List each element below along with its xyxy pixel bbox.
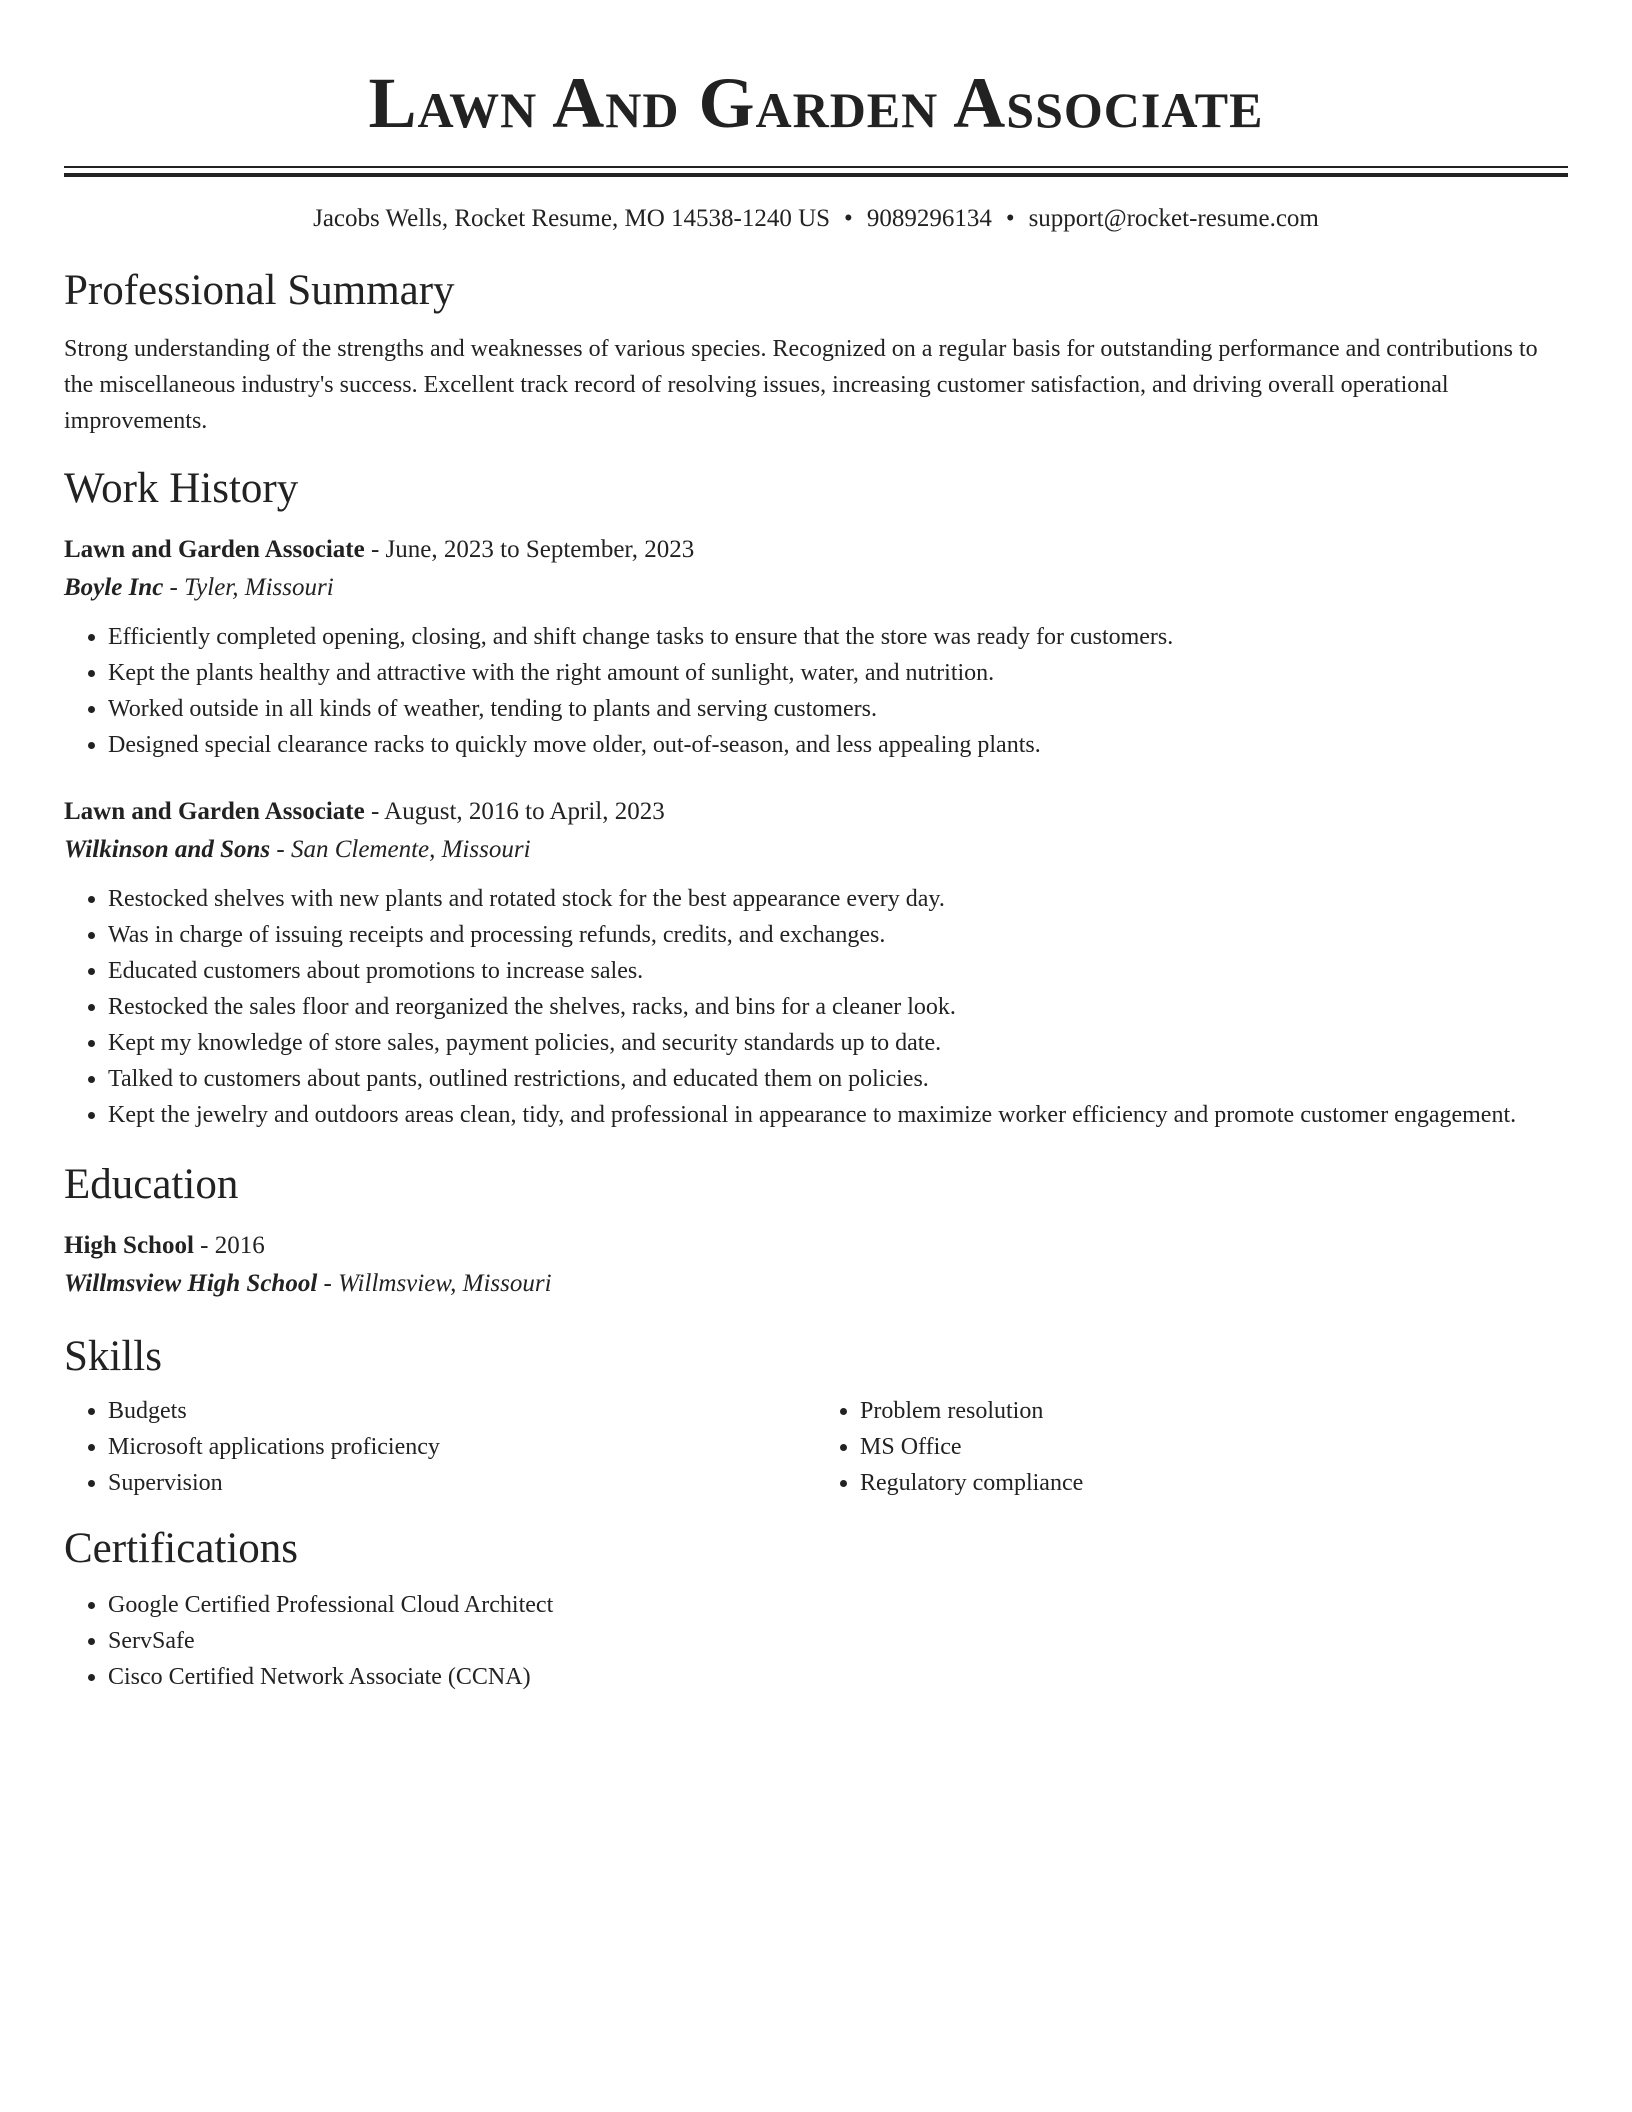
- skills-list-right: [816, 1393, 1568, 1501]
- job-company: Wilkinson and Sons: [64, 836, 271, 863]
- contact-separator: •: [844, 205, 853, 232]
- job-duty: • Restocked the sales floor and reorganized the shelves, racks, and bins for a cleaner look.: [108, 989, 1568, 1025]
- certification-item: • Google Certified Professional Cloud Architect: [108, 1587, 1568, 1623]
- job-duty: • Was in charge of issuing receipts and processing refunds, credits, and exchanges.: [108, 917, 1568, 953]
- contact-line: [64, 203, 1568, 235]
- job-role: Lawn and Garden Associate: [64, 798, 365, 825]
- contact-phone: 9089296134: [866, 205, 992, 232]
- skill-item: • MS Office: [860, 1429, 1568, 1465]
- job-dates: - August, 2016 to April, 2023: [364, 798, 665, 825]
- certification-item: • Cisco Certified Network Associate (CCNA): [108, 1659, 1568, 1695]
- job-dates: - June, 2023 to September, 2023: [364, 536, 695, 563]
- education-year: - 2016: [193, 1232, 265, 1259]
- job-company: Boyle Inc: [64, 574, 164, 601]
- education-location: - Willmsview, Missouri: [317, 1270, 552, 1297]
- summary-text: Strong understanding of the strengths and weaknesses of various species. Recognized on a regular basis for outstanding performance and contributions to the miscellaneous industry's success. Excellent track record of resolving issues, increasing customer satisfaction, and driving overall operational improvements.: [64, 336, 1538, 434]
- resume-name-heading: Lawn And Garden Associate: [368, 63, 1264, 143]
- education-school: Willmsview High School: [64, 1270, 318, 1297]
- skill-item: • Supervision: [108, 1465, 816, 1501]
- job-heading: [64, 531, 1568, 569]
- contact-email: support@rocket-resume.com: [1028, 205, 1319, 232]
- job-duties-list: [64, 619, 1568, 763]
- job-duty: • Designed special clearance racks to quickly move older, out-of-season, and less appealing plants.: [108, 727, 1568, 763]
- education-degree: High School: [64, 1232, 194, 1259]
- certifications-section-title: Certifications: [64, 1525, 299, 1572]
- skill-item: • Problem resolution: [860, 1393, 1568, 1429]
- job-employer: [64, 831, 1568, 869]
- job-duty: • Worked outside in all kinds of weather, tending to plants and serving customers.: [108, 691, 1568, 727]
- header-divider: [64, 166, 1568, 177]
- job-duty: • Talked to customers about pants, outlined restrictions, and educated them on policies.: [108, 1061, 1568, 1097]
- education-section-title: Education: [64, 1161, 239, 1208]
- skill-item: • Regulatory compliance: [860, 1465, 1568, 1501]
- skills-list-left: [64, 1393, 816, 1501]
- job-duty: • Efficiently completed opening, closing, and shift change tasks to ensure that the store was ready for customers.: [108, 619, 1568, 655]
- skill-item: • Budgets: [108, 1393, 816, 1429]
- certification-item: • ServSafe: [108, 1623, 1568, 1659]
- job-duty: • Kept the jewelry and outdoors areas clean, tidy, and professional in appearance to maximize worker efficiency and promote customer engagement.: [108, 1097, 1568, 1133]
- education-heading: [64, 1227, 1568, 1265]
- skill-item: • Microsoft applications proficiency: [108, 1429, 816, 1465]
- job-heading: [64, 793, 1568, 831]
- contact-separator: •: [1005, 205, 1015, 232]
- education-entry: [64, 1227, 1568, 1303]
- job-duty: • Kept my knowledge of store sales, payment policies, and security standards up to date.: [108, 1025, 1568, 1061]
- skills-section-title: Skills: [64, 1333, 162, 1380]
- contact-address: Jacobs Wells, Rocket Resume, MO 14538-1240 US: [313, 205, 831, 232]
- job-location: - Tyler, Missouri: [163, 574, 334, 601]
- summary-section-title: Professional Summary: [64, 267, 455, 314]
- resume-page: [64, 0, 1568, 1695]
- work-history-section-title: Work History: [64, 465, 299, 512]
- job-entry: [64, 793, 1568, 1133]
- job-role: Lawn and Garden Associate: [64, 536, 365, 563]
- job-location: - San Clemente, Missouri: [270, 836, 531, 863]
- job-entry: [64, 531, 1568, 763]
- certifications-list: [64, 1587, 1568, 1695]
- skills-grid: [64, 1393, 1568, 1501]
- job-duty: • Restocked shelves with new plants and rotated stock for the best appearance every day.: [108, 881, 1568, 917]
- job-duties-list: [64, 881, 1568, 1133]
- job-duty: • Kept the plants healthy and attractive with the right amount of sunlight, water, and nutrition.: [108, 655, 1568, 691]
- job-employer: [64, 569, 1568, 607]
- job-duty: • Educated customers about promotions to increase sales.: [108, 953, 1568, 989]
- education-school-line: [64, 1265, 1568, 1303]
